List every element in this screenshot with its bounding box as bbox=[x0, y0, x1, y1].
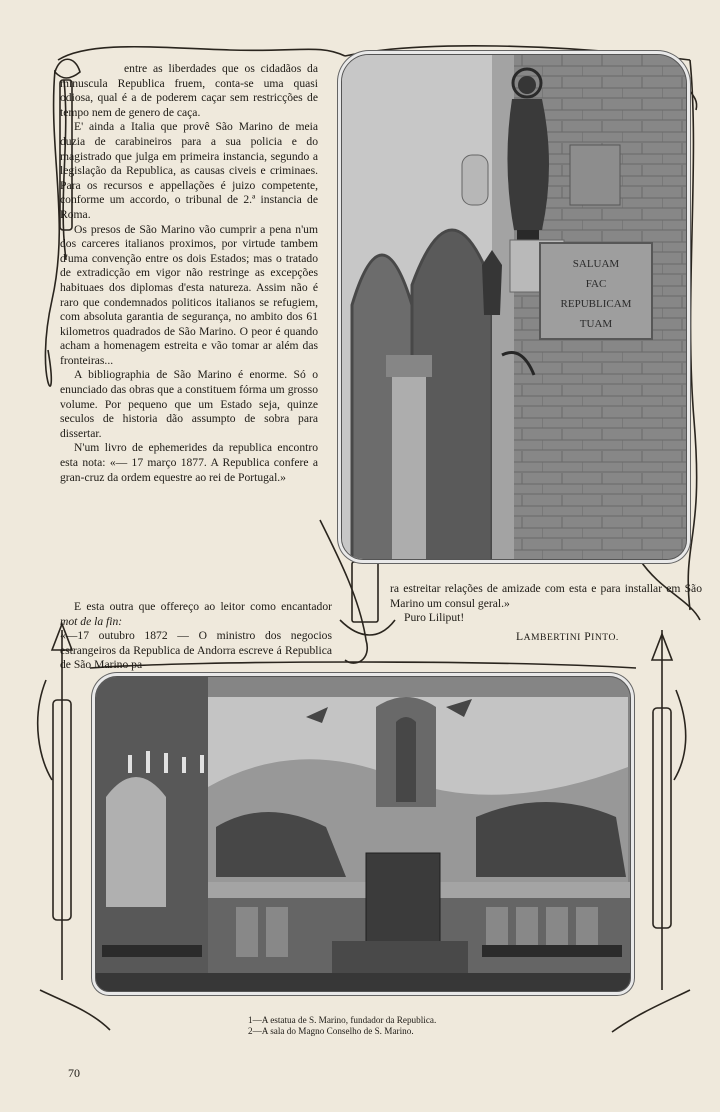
caption-line: 2—A sala do Magno Conselho de S. Marino. bbox=[248, 1026, 414, 1036]
caption-line: 1—A estatua de S. Marino, fundador da Republica. bbox=[248, 1015, 437, 1025]
paragraph: Os presos de São Marino vão cumprir a pena n'um dos carceres italianos proximos, por virtude tambem d'uma convenção entre os dois Estados; mas o tratado de extradicção em vigor não restringe as excepções habituaes dos diplomas d'esta natureza. Assim não é raro que condemnados politicos italianos se refugiem, com absoluta garantia de segurança, no ambito dos 61 kilometros quadrados de São Marino. O peor é quando acham a homenagem estreita e vão tomar ar além das fronteiras... bbox=[60, 222, 318, 367]
photo-statue-of-san-marino bbox=[341, 54, 687, 560]
continuation-right bbox=[390, 582, 702, 626]
paragraph: «—17 outubro 1872 — O ministro dos negocios estrangeiros da Republica de Andorra escreve á Republica de São Marino pa- bbox=[60, 629, 332, 672]
paragraph: entre as liberdades que os cidadãos da minuscula Republica fruem, conta-se uma quasi odiosa, qual é a de poderem caçar sem restricções de tempo nem de genero de caça. bbox=[60, 62, 318, 119]
author-signature: LAMBERTINI PINTO. bbox=[516, 630, 619, 643]
plaque-line: FAC bbox=[585, 278, 607, 290]
paragraph: A bibliographia de São Marino é enorme. Só o enunciado das obras que a constituem fórma um grosso volume. Por pequeno que um Estado seja, quinze seculos de historia dão assumpto de sobra para dissertar. bbox=[60, 368, 318, 440]
continuation-left bbox=[60, 600, 332, 673]
paragraph: E esta outra que offereço ao leitor como encantador mot de la fin: bbox=[60, 600, 332, 628]
paragraph: ra estreitar relações de amizade com esta e para installar em São Marino um consul geral.» bbox=[390, 582, 702, 610]
photo-great-council-hall bbox=[95, 676, 631, 992]
photo-captions bbox=[248, 1015, 548, 1037]
page-number: 70 bbox=[68, 1066, 80, 1080]
plaque-line: REPUBLICAM bbox=[560, 298, 632, 310]
plaque-line: SALUAM bbox=[572, 258, 620, 270]
article-text-column bbox=[60, 62, 318, 485]
statue-illustration bbox=[342, 55, 686, 559]
paragraph: E' ainda a Italia que provê São Marino de meia duzia de carabineiros para a sua policia e do magistrado que julga em primeira instancia, segundo a legislação da Republica, as causas civeis e criminaes. Para os recursos e appellações é juizo competente, conforme um accordo, o tribunal de 2.ª instancia de Roma. bbox=[60, 120, 318, 221]
hall-illustration bbox=[96, 677, 630, 991]
paragraph: N'um livro de ephemerides da republica encontro esta nota: «— 17 março 1877. A Republica confere a gran-cruz da ordem equestre ao rei de Portugal.» bbox=[60, 441, 318, 484]
plaque-line: TUAM bbox=[579, 318, 613, 330]
paragraph: Puro Liliput! bbox=[404, 611, 465, 625]
